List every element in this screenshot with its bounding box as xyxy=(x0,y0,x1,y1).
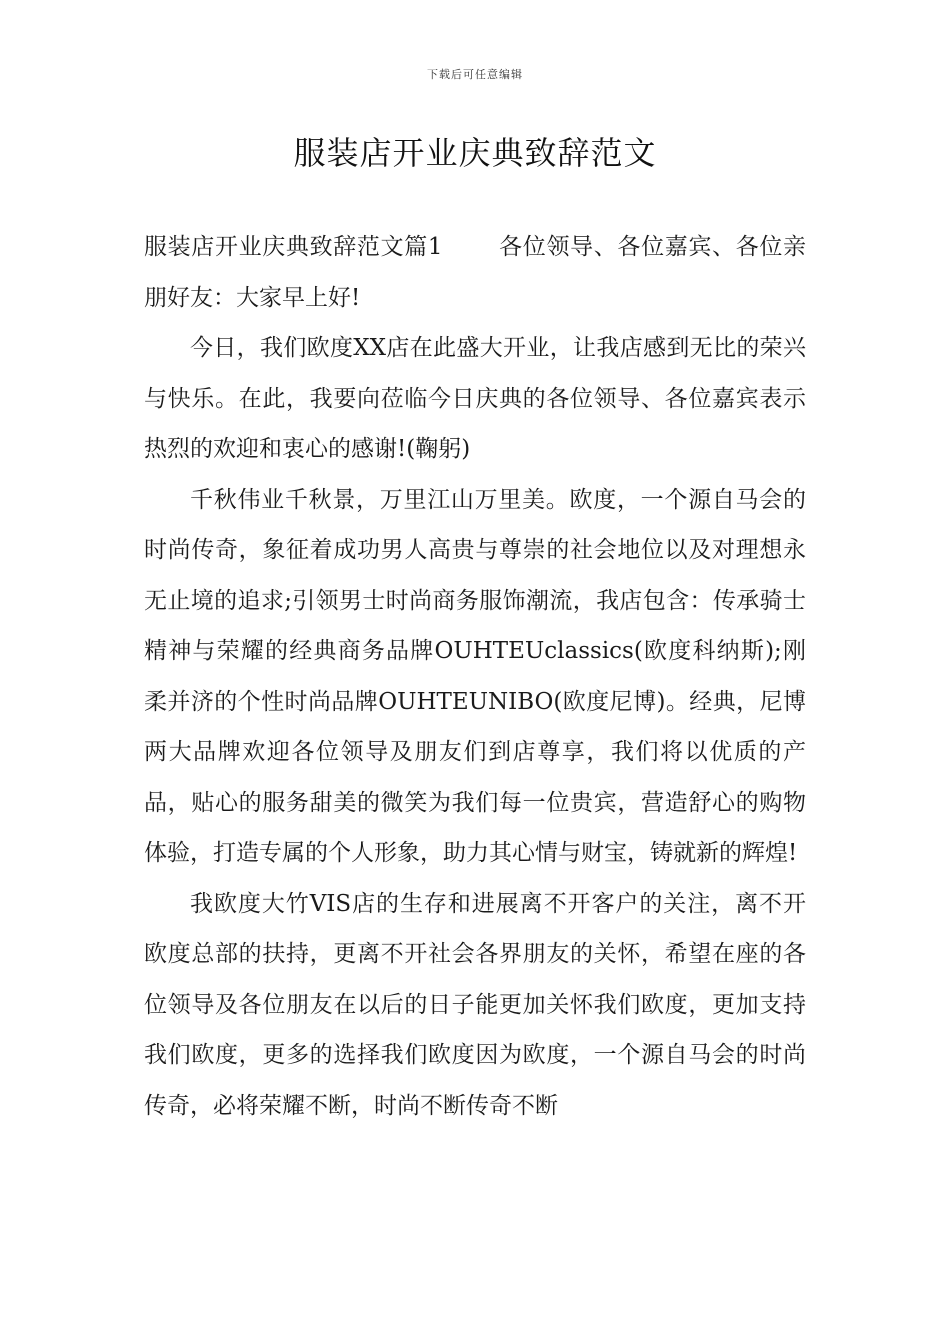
body-paragraph: 千秋伟业千秋景，万里江山万里美。欧度，一个源自马会的时尚传奇，象征着成功男人高贵与尊崇的社会地位以及对理想永无止境的追求;引领男士时尚商务服饰潮流，我店包含：传承骑士精神与荣耀的经典商务品牌OUHTEUclassics(欧度科纳斯);刚柔并济的个性时尚品牌OUHTEUNIBO(欧度尼博)。经典，尼博两大品牌欢迎各位领导及朋友们到店尊享，我们将以优质的产品，贴心的服务甜美的微笑为我们每一位贵宾，营造舒心的购物体验，打造专属的个人形象，助力其心情与财宝，铸就新的辉煌! xyxy=(144,486,806,866)
document-body xyxy=(144,222,806,1131)
body-paragraph: 今日，我们欧度XX店在此盛大开业，让我店感到无比的荣兴与快乐。在此，我要向莅临今日庆典的各位领导、各位嘉宾表示热烈的欢迎和衷心的感谢!(鞠躬) xyxy=(144,335,806,462)
document-title: 服装店开业庆典致辞范文 xyxy=(293,134,657,172)
greeting-text: 各位领导、各位嘉宾、各位亲朋好友：大家早上好! xyxy=(144,234,807,311)
section-heading: 服装店开业庆典致辞范文篇1 xyxy=(144,234,443,260)
intro-paragraph xyxy=(144,222,806,323)
header-note: 下载后可任意编辑 xyxy=(427,68,523,81)
body-paragraph: 我欧度大竹VIS店的生存和进展离不开客户的关注，离不开欧度总部的扶持，更离不开社会各界朋友的关怀，希望在座的各位领导及各位朋友在以后的日子能更加关怀我们欧度，更加支持我们欧度，更多的选择我们欧度因为欧度，一个源自马会的时尚传奇，必将荣耀不断，时尚不断传奇不断 xyxy=(144,890,806,1119)
